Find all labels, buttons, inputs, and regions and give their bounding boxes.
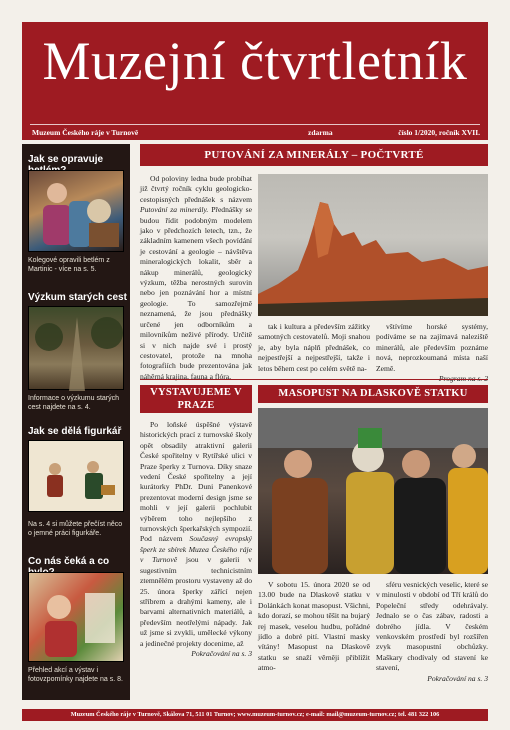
article-column: Od poloviny ledna bude probíhat již čtvrtý ročník cyklu geologicko-cestopisných přednášek s názvem Putování za minerály. Přednášky se budou řídit podobným modelem jako v předchozích letech, tzn., že základním kamenem všech povídání je cestování a geologie – návštěva mineralogických lokalit, sběr a nákup minerálů, geologický výzkum, těžba nerostných surovin nebo jen poznávání hor a místní geologie. To samozřejmě neznamená, že jsou přednášky určené jen odborníkům a milovníkům neživé přírody. Určitě si v nich najde své i prostý cestovatel, protože na mnoha fotografiích bude prezentována jak náhěrná krajina, fauna a flóra, [140, 174, 252, 381]
article-column: Po loňské úspěšné výstavě historických prací z turnovské školy opět obsadily atraktivní galerii České spořitelny v Rytířské ulici v Praze šperky z Turnova. Díky snaze vedení České spořitelny a její kurátorky PhDr. Duni Panenkové prezentovat moderní design jsme se mohli v její galerii pochlubit výběrem toho nejlepšího z turnovských šperkařských sympozií. Pod názvem Současný evropský šperk ze sbírek Muzea Českého ráje v Turnově jsou v galerii v sugestivním technicistním ztemnělém prostoru vystaveny až do 25. února šperky zářící nejen stříbrem a drahými kameny, ale i barvami alternativních materiálů, a především neotřelými nápady. Jak už jsme si zvykli, umělecké výkony a jedinečné projekty docenime, až Pokračování na s. 3 [140, 420, 252, 658]
article-heading: MASOPUST NA DLASKOVĚ STATKU [258, 385, 488, 403]
nativity-scene-photo [28, 170, 124, 252]
sidebar-item-title: Co nás čeká a co [28, 556, 110, 567]
sidebar-item-caption: Kolegové opravili betlém z Martinic - více na s. 5. [28, 257, 110, 274]
figurines-photo [28, 440, 124, 512]
carnival-masks-photo [258, 408, 488, 574]
rock-formation-photo [258, 174, 488, 316]
continued-reference: Program na s. 2 [438, 374, 488, 384]
masthead-info [32, 128, 480, 138]
masthead [22, 22, 488, 140]
masthead-rule [30, 124, 480, 125]
sidebar-item-title: Jak se dělá figurkář [28, 426, 122, 437]
section-divider [140, 379, 488, 380]
newsletter-title: Muzejní čtvrtletník [42, 31, 468, 91]
continued-reference: Pokračování na s. 3 [427, 673, 488, 683]
events-photo [28, 572, 124, 662]
issue-number: číslo 1/2020, ročník XVII. [398, 128, 480, 137]
footer-contact: Muzeum Českého ráje v Turnově, Skálova 71, 511 01 Turnov; www.muzeum-turnov.cz; e-mail: mail@muzeum-turnov.cz; tel. 481 322 106 [22, 709, 488, 721]
sidebar-item-caption: Přehled akcí a výstav i fotovzpomínky najdete na s. 8. [28, 667, 123, 684]
continued-reference: Pokračování na s. 3 [191, 648, 252, 658]
article-column: V sobotu 15. února 2020 se od 13.00 bude na Dlaskově statku v Dolánkách konat masopust. Všichni, kdo dorazí, se mohou těšit na bujarý rej masek, veselou hudbu, pořádné jídlo a dobré pití. Vlastní masky vítány! Masopust na Dlaskově statku se snaží věrněji přiblížit atmo- [258, 580, 370, 673]
article-column: sféru vesnických veselic, které se v minulosti v období od Tří králů do Popeleční středy odehrávaly. Jednalo se o čas zábav, radosti a dobrého jídla. V českém venkovském prostředí byl rozšířen zvyk masopustní obchůzky. Maškary chodívaly od stavení ke stavení, Pokračování na s. 3 [376, 580, 488, 683]
article-column: tak i kultura a především zážitky samotných cestovatelů. Moji snahou je, aby byla náplň přednášek, co nejpestřejší a nejpestřejší, takže i letos během cest po celém světě na- [258, 322, 370, 373]
sidebar-item-caption: Informace o výzkumu starých cest najdete na s. 4. [28, 395, 120, 412]
article-heading: VYSTAVUJEME V PRAZE [140, 385, 252, 413]
old-road-photo [28, 306, 124, 390]
sidebar-item-title: Výzkum starých cest [28, 292, 127, 303]
publisher-name: Muzeum Českého ráje v Turnově [32, 128, 139, 137]
article-heading: PUTOVÁNÍ ZA MINERÁLY – POČTVRTÉ [140, 144, 488, 166]
sidebar-item-title: Jak se opravuje [28, 154, 104, 165]
sidebar-item-caption: Na s. 4 si můžete přečíst něco o jemné práci figurkáře. [28, 521, 123, 538]
sidebar [22, 144, 130, 700]
article-column: vštívíme horské systémy, podíváme se na zajímavá naleziště minerálů, ale především poznáme nová, neprozkoumaná místa naší Země. Program na s. 2 [376, 322, 488, 384]
price-label: zdarma [308, 128, 333, 137]
